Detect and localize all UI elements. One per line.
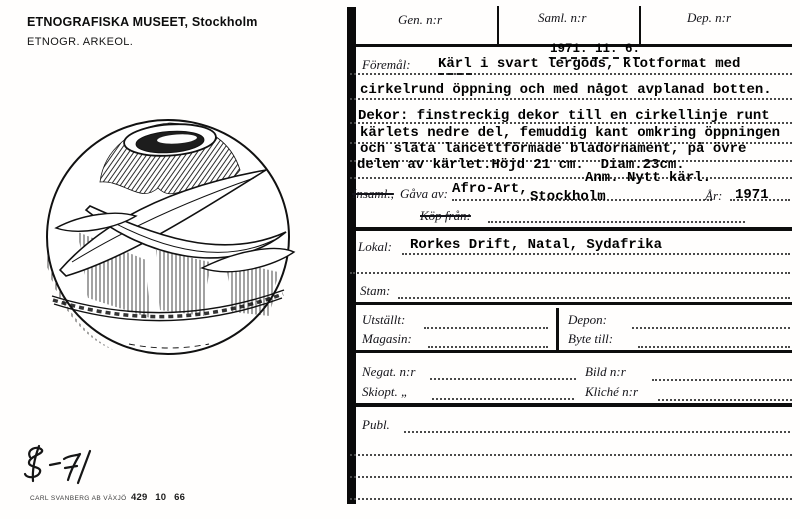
publ-label: Publ.	[362, 417, 390, 432]
saml-nr-label: Saml. n:r	[538, 10, 587, 25]
dotted-rule	[488, 221, 745, 223]
dotted-rule	[432, 398, 574, 400]
dotted-rule	[402, 253, 790, 255]
dotted-rule	[658, 399, 792, 401]
lokal-label: Lokal:	[358, 239, 392, 254]
kliche-nr-label: Kliché n:r	[585, 384, 639, 399]
section-divider	[356, 403, 792, 407]
dotted-rule	[398, 297, 790, 299]
foremal-value-line2: cirkelrund öppning och med något avplanad botten.	[360, 82, 772, 98]
dotted-rule	[430, 378, 576, 380]
anm-value: Anm. Nytt kärl.	[585, 170, 712, 186]
section-divider	[356, 302, 792, 305]
section-divider	[356, 350, 792, 353]
dotted-rule	[350, 476, 792, 478]
lokal-value: Rorkes Drift, Natal, Sydafrika	[410, 237, 663, 253]
gen-nr-label: Gen. n:r	[398, 12, 443, 27]
printer-code: 429 10 66	[131, 492, 186, 503]
insaml-label: Insaml.,	[352, 186, 394, 201]
dotted-rule	[350, 73, 792, 75]
dekor-line3: och släta lancettförmade bladornament, på övre	[360, 141, 747, 157]
dotted-rule	[350, 272, 790, 274]
dekor-line4: delen av kärlet.Höjd 21 cm. Diam.23cm.	[357, 157, 685, 173]
printer-imprint: CARL SVANBERG AB VÄXJÖ 429 10 66	[30, 492, 186, 503]
dep-nr-label: Dep. n:r	[687, 10, 732, 25]
dotted-rule	[638, 346, 790, 348]
vessel-illustration	[34, 110, 300, 362]
foremal-label: Föremål:	[362, 57, 411, 72]
header-column-divider	[497, 6, 499, 44]
negat-nr-label: Negat. n:r	[362, 364, 416, 379]
dotted-rule	[350, 454, 792, 456]
gava-av-value-line1: Afro-Art,	[452, 181, 528, 197]
dekor-line2: kärlets nedre del, femuddig kant omkring öppningen	[360, 125, 781, 141]
section-divider	[356, 227, 792, 231]
stam-label: Stam:	[360, 283, 391, 298]
dotted-rule	[350, 177, 792, 179]
bild-nr-label: Bild n:r	[585, 364, 626, 379]
dotted-rule	[350, 98, 792, 100]
depon-label: Depon:	[568, 312, 607, 327]
kop-fran-label: Köp från:	[420, 208, 471, 223]
status-column-divider	[556, 308, 559, 350]
card-left-edge-bar	[347, 7, 356, 504]
saml-nr-value: 1971. 11. 6.	[520, 28, 640, 56]
dotted-rule	[404, 431, 790, 433]
byte-till-label: Byte till:	[568, 331, 614, 346]
utstallt-label: Utställt:	[362, 312, 406, 327]
gava-av-label: Gåva av:	[400, 186, 449, 201]
dotted-rule	[632, 327, 790, 329]
foremal-value-line1: Kärl i svart lergods, klotformat med	[438, 57, 740, 71]
dotted-rule	[424, 327, 548, 329]
ar-label: År:	[705, 188, 723, 203]
museum-department: ETNOGR. ARKEOL.	[27, 36, 134, 48]
museum-name: ETNOGRAFISKA MUSEET, Stockholm	[27, 15, 258, 29]
handwritten-accession-mark	[20, 443, 100, 487]
gava-av-value-line2: Stockholm	[530, 189, 606, 205]
ar-value: 1971	[735, 187, 769, 203]
dotted-rule	[428, 346, 548, 348]
magasin-label: Magasin:	[362, 331, 412, 346]
skiopt-label: Skiopt. „	[362, 384, 409, 399]
dotted-rule	[652, 379, 792, 381]
dekor-line1: Dekor: finstreckig dekor till en cirkellinje runt	[358, 108, 770, 124]
dotted-rule	[350, 498, 792, 500]
